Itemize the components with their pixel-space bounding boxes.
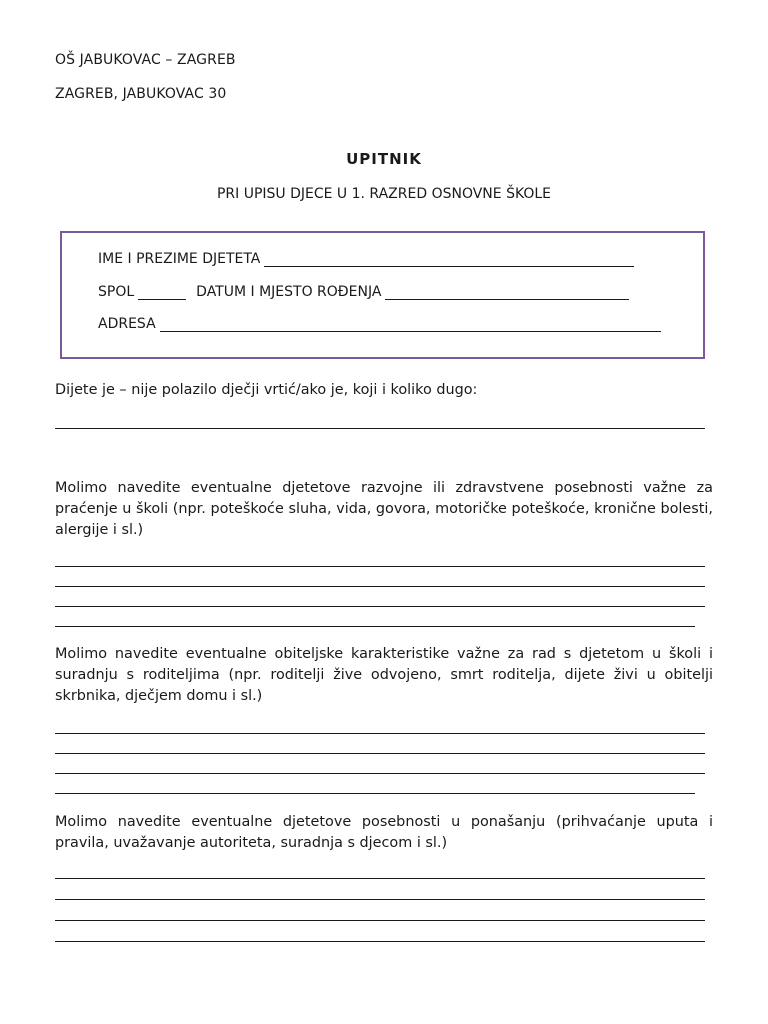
address-field-row [98,316,661,332]
answer-line[interactable] [55,566,705,567]
answer-line[interactable] [55,606,705,607]
answer-line[interactable] [55,941,705,942]
question-health: Molimo navedite eventualne djetetove razvojne ili zdravstvene posebnosti važne za praćenje u školi (npr. poteškoće sluha, vida, govora, motoričke poteškoće, kronične bolesti, alergije i sl.) [55,480,713,538]
school-address: ZAGREB, JABUKOVAC 30 [55,86,227,102]
page-title: UPITNIK [346,150,422,168]
name-input-line[interactable] [264,254,634,267]
question-behavior: Molimo navedite eventualne djetetove posebnosti u ponašanju (prihvaćanje uputa i pravila, uvažavanje autoriteta, suradnja s djecom i sl.) [55,814,713,851]
answer-line[interactable] [55,626,695,627]
answer-line[interactable] [55,428,705,429]
address-input-line[interactable] [160,319,661,332]
sex-birth-field-row [98,284,629,300]
question-family: Molimo navedite eventualne obiteljske karakteristike važne za rad s djetetom u školi i suradnju s roditeljima (npr. roditelji žive odvojeno, smrt roditelja, dijete živi u obitelji skrbnika, dječjem domu i sl.) [55,646,713,704]
answer-line[interactable] [55,733,705,734]
birth-input-line[interactable] [385,287,629,300]
answer-line[interactable] [55,586,705,587]
school-name: OŠ JABUKOVAC – ZAGREB [55,52,236,68]
answer-line[interactable] [55,753,705,754]
answer-line[interactable] [55,793,695,794]
sex-input-line[interactable] [138,287,186,300]
name-label: IME I PREZIME DJETETA [98,251,261,267]
address-label: ADRESA [98,316,156,332]
sex-label: SPOL [98,284,135,300]
question-kindergarten: Dijete je – nije polazilo dječji vrtić/ako je, koji i koliko dugo: [55,382,478,398]
birth-label: DATUM I MJESTO ROĐENJA [196,284,382,300]
answer-line[interactable] [55,773,705,774]
page-subtitle: PRI UPISU DJECE U 1. RAZRED OSNOVNE ŠKOLE [216,186,552,202]
name-field-row [98,251,634,267]
answer-line[interactable] [55,878,705,879]
answer-line[interactable] [55,899,705,900]
answer-line[interactable] [55,920,705,921]
